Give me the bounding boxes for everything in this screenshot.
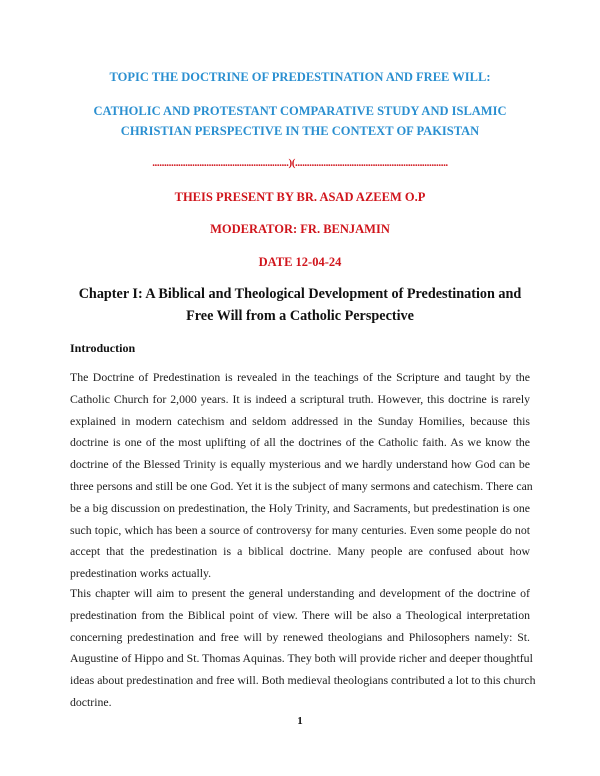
paragraph-line: The Doctrine of Predestination is revealed in the teachings of the Scripture and taught by the xyxy=(70,370,530,384)
section-heading: Introduction xyxy=(70,341,136,355)
paragraph-line: three persons and still be one God. Yet it is the subject of many sermons and catechism. There can xyxy=(70,478,533,493)
paragraph-line: doctrine of the Blessed Trinity is equally mysterious and we hardly understand how God can be xyxy=(70,457,530,472)
chapter-title-line-1: Chapter I: A Biblical and Theological Development of Predestination and xyxy=(78,286,522,302)
paragraph-line: doctrine. xyxy=(70,694,112,709)
paragraph-line: Catholic Church for 2,000 years. It is indeed a scriptural truth. However, this doctrine is rarely xyxy=(70,391,530,406)
thesis-presenter: THEIS PRESENT BY BR. ASAD AZEEM O.P xyxy=(174,190,426,204)
chapter-title-line-2: Free Will from a Catholic Perspective xyxy=(186,308,414,324)
date-line: DATE 12-04-24 xyxy=(258,255,342,269)
paragraph-line: predestination from the Biblical point of view. There will be also a Theological interpretation xyxy=(70,607,530,622)
title-line-2: CATHOLIC AND PROTESTANT COMPARATIVE STUDY AND ISLAMIC xyxy=(93,104,507,118)
page-number: 1 xyxy=(297,715,303,727)
title-line-3: CHRISTIAN PERSPECTIVE IN THE CONTEXT OF PAKISTAN xyxy=(120,124,480,138)
paragraph-line: doctrine is one of the most uplifting of all the doctrines of the Catholic faith. As we know the xyxy=(70,435,530,450)
paragraph-2 xyxy=(70,583,536,714)
paragraph-1 xyxy=(70,367,533,585)
paragraph-line: Augustine of Hippo and St. Thomas Aquinas. They both will provide richer and deeper thoughtful xyxy=(70,651,533,666)
paragraph-line: ideas about predestination and free will. Both medieval theologians contributed a lot to this church xyxy=(70,673,536,688)
title-line-1: TOPIC THE DOCTRINE OF PREDESTINATION AND FREE WILL: xyxy=(109,70,491,84)
moderator-line: MODERATOR: FR. BENJAMIN xyxy=(210,222,390,236)
title-divider: ..........................................................)(................................................................. xyxy=(152,157,448,169)
paragraph-line: explained in modern catechism and seldom addressed in the Sunday Homilies, because this xyxy=(70,413,530,428)
paragraph-line: such topic, which has been a source of controversy for many centuries. Even some people do not xyxy=(70,522,530,537)
paragraph-line: predestination works actually. xyxy=(70,566,212,581)
paragraph-line: concerning predestination and free will by renewed theologians and Philosophers namely: St. xyxy=(70,629,530,644)
paragraph-line: This chapter will aim to present the general understanding and development of the doctrine of xyxy=(70,586,530,600)
paragraph-line: be a big discussion on predestination, the Holy Trinity, and Sacraments, but predestination is one xyxy=(70,500,530,515)
paragraph-line: accept that the predestination is a biblical doctrine. Many people are confused about how xyxy=(70,544,530,559)
